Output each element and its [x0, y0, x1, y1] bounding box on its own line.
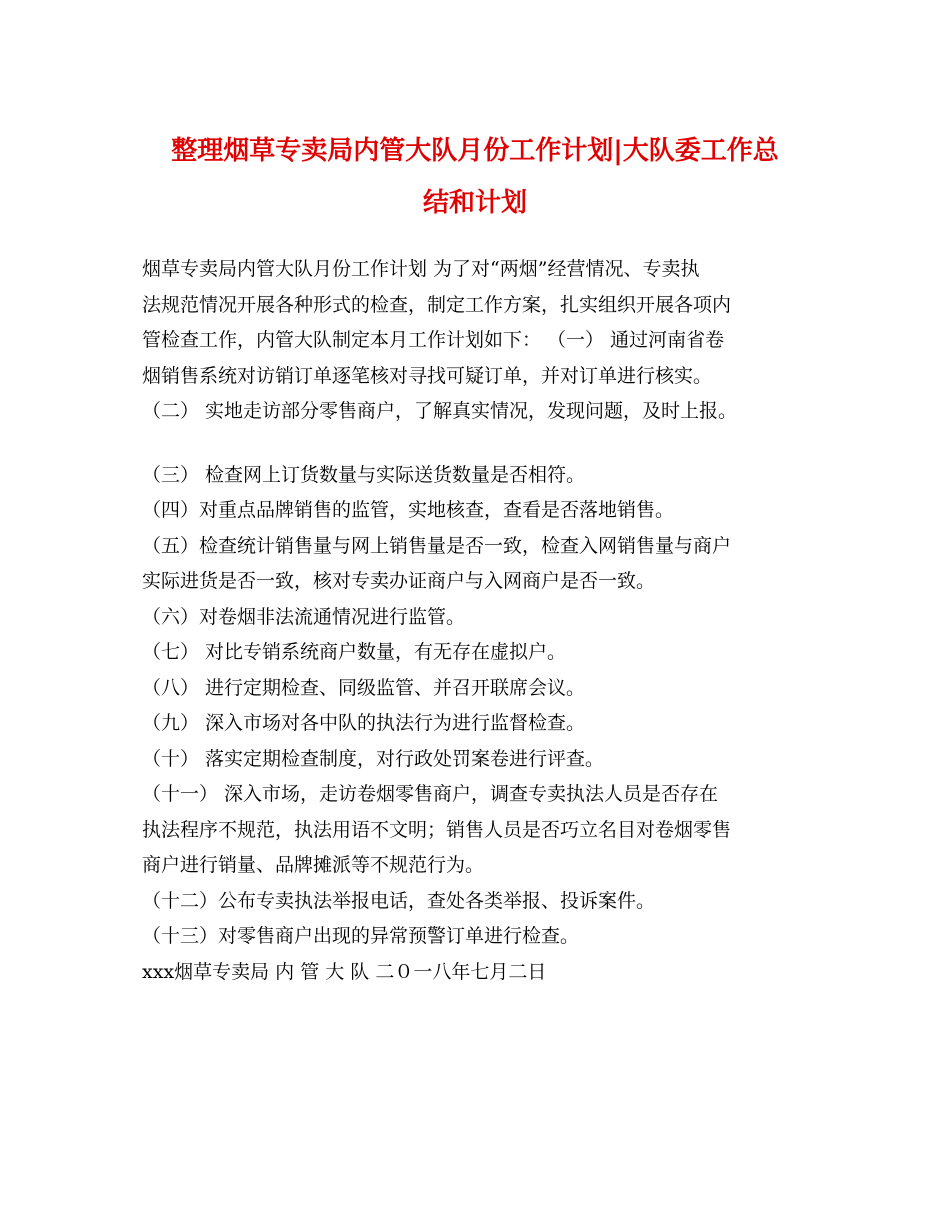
- body-line: 实际进货是否一致，核对专卖办证商户与入网商户是否一致。: [142, 570, 656, 592]
- body-line: 执法程序不规范，执法用语不文明；销售人员是否巧立名目对卷烟零售: [142, 818, 732, 841]
- body-line: （二） 实地走访部分零售商户，了解真实情况，发现问题，及时上报。: [142, 400, 738, 422]
- body-line: 法规范情况开展各种形式的检查，制定工作方案，扎实组织开展各项内: [142, 293, 732, 316]
- body-line: （九） 深入市场对各中队的执法行为进行监督检查。: [142, 712, 586, 734]
- body-line: （七） 对比专销系统商户数量，有无存在虚拟户。: [142, 641, 567, 663]
- title-line-2: 结和计划: [422, 188, 527, 218]
- body-line: 烟销售系统对访销订单逐笔核对寻找可疑订单，并对订单进行核实。: [142, 364, 713, 387]
- body-line: （五）检查统计销售量与网上销售量是否一致，检查入网销售量与商户: [142, 534, 732, 557]
- body-line: （八） 进行定期检查、同级监管、并召开联席会议。: [142, 676, 586, 699]
- body-line: 管检查工作，内管大队制定本月工作计划如下： （一） 通过河南省卷: [142, 329, 725, 351]
- body-line: （十三）对零售商户出现的异常预警订单进行检查。: [142, 925, 580, 947]
- title-line-1: 整理烟草专卖局内管大队月份工作计划|大队委工作总: [171, 136, 779, 166]
- body-line: 商户进行销量、品牌摊派等不规范行为。: [142, 854, 485, 876]
- body-line: （三） 检查网上订货数量与实际送货数量是否相符。: [142, 463, 586, 486]
- body-line: （六）对卷烟非法流通情况进行监管。: [142, 605, 466, 628]
- document-body: [142, 252, 832, 990]
- body-line: （十） 落实定期检查制度，对行政处罚案卷进行评查。: [142, 747, 605, 770]
- body-line: （四）对重点品牌销售的监管，实地核查，查看是否落地销售。: [142, 499, 675, 521]
- paragraph-gap: [142, 430, 832, 458]
- document-title: [120, 125, 830, 229]
- body-line: （十一） 深入市场，走访卷烟零售商户，调查专卖执法人员是否存在: [142, 783, 719, 805]
- body-line: 烟草专卖局内管大队月份工作计划 为了对“两烟”经营情况、专卖执: [142, 258, 700, 280]
- body-line: （十二）公布专卖执法举报电话，查处各类举报、投诉案件。: [142, 889, 656, 912]
- signature-line: xxx烟草专卖局 内 管 大 队 二０一八年七月二日: [142, 960, 547, 983]
